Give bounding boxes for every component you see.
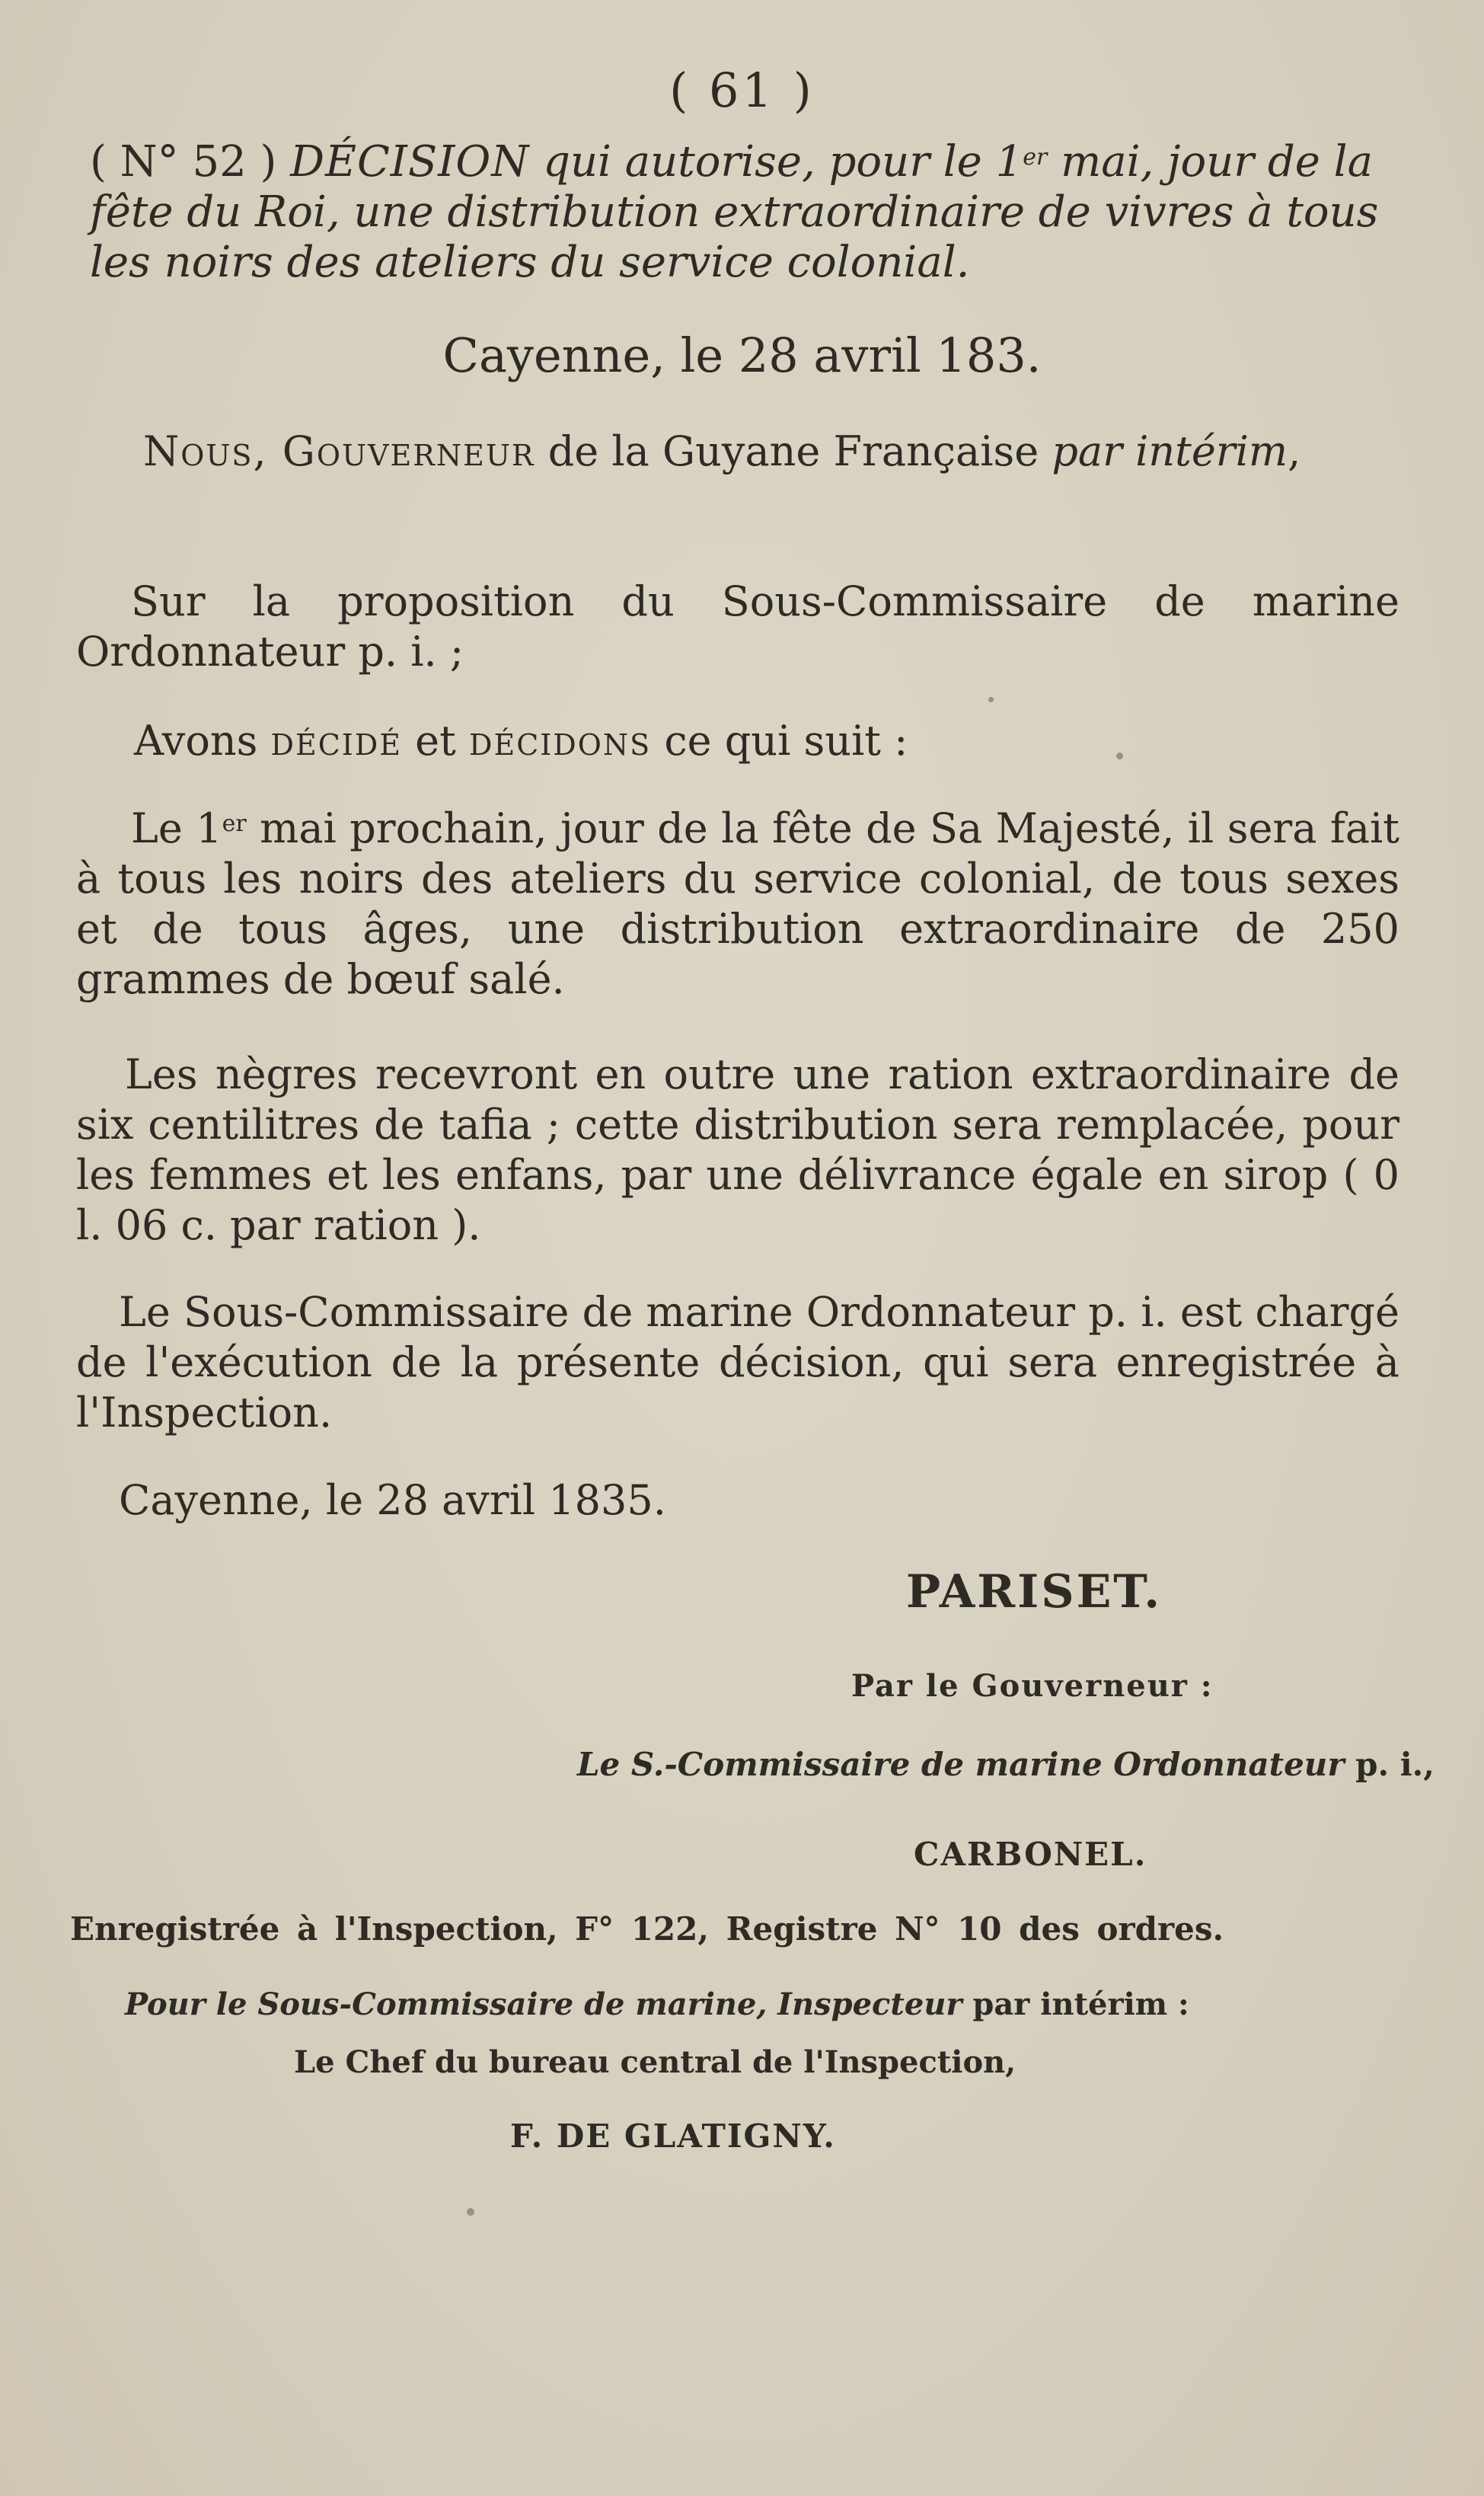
- decide-word: décidé: [270, 717, 402, 765]
- dateline: Cayenne, le 28 avril 183.: [442, 328, 1042, 383]
- avons-et: et: [401, 717, 469, 765]
- commissaire-title: [577, 1746, 1435, 1783]
- par-interim: par intérim: [1052, 427, 1288, 475]
- commissaire-signature: CARBONEL.: [914, 1836, 1147, 1873]
- page-number: ( 61 ): [669, 62, 815, 118]
- paragraph-le-1er-mai: [76, 804, 1399, 1005]
- paragraph-nous-text: de la Guyane Française: [535, 427, 1052, 475]
- le-1er-text: Le 1: [131, 804, 222, 852]
- le-1er-rest: mai prochain, jour de la fête de Sa Majesté, il sera fait à tous les noirs des ateliers du service colonial, de tous sexes et de tous âges, une distribution extraordinaire de 250 grammes de bœuf salé.: [76, 804, 1399, 1003]
- decision-heading: DÉCISION: [290, 137, 530, 187]
- paper-speck: [1116, 753, 1123, 759]
- paragraph-nous: [76, 427, 1399, 477]
- paragraph-cayenne-date: [76, 1475, 1399, 1526]
- decision-title: [90, 137, 1415, 288]
- chef-du-bureau: Le Chef du bureau central de l'Inspection,: [294, 2044, 1016, 2080]
- decision-number: ( N° 52 ): [90, 137, 277, 187]
- paragraph-avons: [76, 716, 1399, 766]
- decidons-word: décidons: [468, 717, 652, 765]
- governor-lead: Nous, Gouverneur: [143, 427, 535, 475]
- commissaire-end: p. i.,: [1344, 1746, 1435, 1783]
- avons-end: ce qui suit :: [651, 717, 908, 765]
- inspector-title: [125, 1986, 1189, 2022]
- par-le-gouverneur: Par le Gouverneur :: [851, 1668, 1214, 1704]
- avons-text: Avons: [134, 717, 271, 765]
- inspector-italic: Pour le Sous-Commissaire de marine, Inspecteur: [125, 1986, 962, 2022]
- registration-line: Enregistrée à l'Inspection, F° 122, Registre N° 10 des ordres.: [70, 1910, 1224, 1948]
- paragraph-charge: [76, 1287, 1399, 1438]
- cayenne-date-text: Cayenne, le 28 avril 1835.: [119, 1476, 666, 1524]
- le-1er-superscript: er: [222, 810, 247, 837]
- paragraph-negres: [76, 1050, 1399, 1251]
- title-superscript: er: [1023, 144, 1048, 171]
- inspector-end: par intérim :: [962, 1986, 1189, 2022]
- commissaire-italic: Le S.-Commissaire de marine Ordonnateur: [577, 1746, 1345, 1783]
- title-text-1: qui autorise, pour le 1: [529, 137, 1023, 187]
- paragraph-negres-text: Les nègres recevront en outre une ration extraordinaire de six centilitres de tafia ; cette distribution sera remplacée, pour les femmes et les enfans, par une délivrance égale en sirop ( 0 l. 06 c. par ration ).: [76, 1050, 1399, 1249]
- paragraph-proposition-text: Sur la proposition du Sous-Commissaire de marine Ordonnateur p. i. ;: [76, 577, 1399, 676]
- paper-speck: [988, 697, 994, 702]
- governor-signature: PARISET.: [906, 1565, 1163, 1619]
- paragraph-charge-text: Le Sous-Commissaire de marine Ordonnateur p. i. est chargé de l'exécution de la présente décision, qui sera enregistrée à l'Inspection.: [76, 1288, 1399, 1437]
- paper-speck: [467, 2208, 474, 2216]
- paragraph-proposition: [76, 577, 1399, 677]
- inspector-signature: F. DE GLATIGNY.: [510, 2117, 836, 2155]
- paragraph-nous-end: ,: [1288, 427, 1301, 475]
- title-text-2: mai, jour de la fête du Roi, une distribution extraordinaire de vivres à tous les noirs des ateliers du service colonial.: [90, 137, 1379, 287]
